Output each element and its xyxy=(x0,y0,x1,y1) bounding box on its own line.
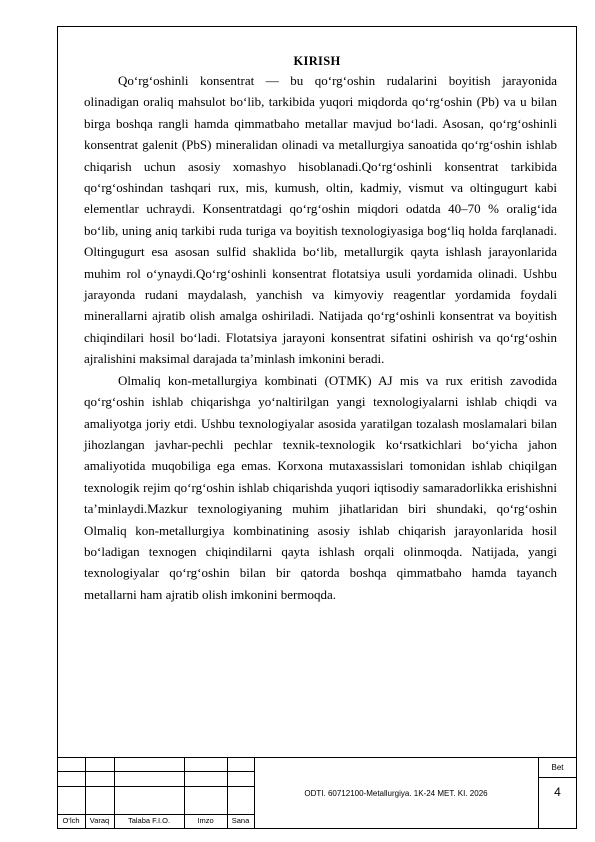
paragraph-1: Qo‘rg‘oshinli konsentrat — bu qo‘rg‘oshin rudalarini boyitish jarayonida olinadigan oraliq mahsulot bo‘lib, tarkibida yuqori miqdorda qo‘rg‘oshin (Pb) va u bilan birga boshqa rangli hamda qimmatbaho metallar mavjud bo‘ladi. Asosan, qo‘rg‘oshinli konsentrat galenit (PbS) mineralidan olinadi va metallurgiya sanoatida qo‘rg‘oshin ishlab chiqarish uchun asosiy xomashyo hisoblanadi.Qo‘rg‘oshinli konsentrat tarkibida qo‘rg‘oshindan tashqari rux, mis, kumush, oltin, kadmiy, vismut va oltingugurt kabi elementlar uchraydi. Konsentratdagi qo‘rg‘oshin miqdori odatda 40–70 % oralig‘ida bo‘lib, uning aniq tarkibi ruda turiga va boyitish texnologiyasiga bog‘liq holda farqlanadi. Oltingugurt esa asosan sulfid shaklida bo‘lib, metallurgik qayta ishlash jarayonlarida muhim rol o‘ynaydi.Qo‘rg‘oshinli konsentrat flotatsiya usuli yordamida olinadi. Ushbu jarayonda rudani maydalash, yanchish va kimyoviy reagentlar yordamida foydali minerallarni ajratib olish amalga oshiriladi. Natijada qo‘rg‘oshinli konsentrat va boyitish chiqindilari hosil bo‘ladi. Flotatsiya jarayoni konsentrat sifatini oshirish va qo‘rg‘oshin ajralishini maksimal darajada ta’minlash imkonini beradi. xyxy=(84,73,557,367)
stamp-col-date: Sana xyxy=(231,816,250,825)
sheet-label: Bet xyxy=(551,762,564,772)
stamp-col-signature: Imzo xyxy=(197,816,214,825)
stamp-line xyxy=(57,814,254,815)
body-text xyxy=(84,70,557,605)
stamp-line xyxy=(57,786,254,787)
document-code: ODTI. 60712100-Metallurgiya. 1K-24 MET. KI. 2026 xyxy=(304,788,488,798)
sheet-number: 4 xyxy=(554,785,561,799)
stamp-col-olch: O‘lch xyxy=(62,816,80,825)
section-title: KIRISH xyxy=(293,54,341,68)
stamp-line xyxy=(57,771,254,772)
stamp-col-varaq: Varaq xyxy=(89,816,110,825)
paragraph-2: Olmaliq kon-metallurgiya kombinati (OTMK) AJ mis va rux eritish zavodida qo‘rg‘oshin ishlab chiqarishga yo‘naltirilgan yangi texnologiyalarni ishlab chiqdi va amaliyotga joriy etdi. Ushbu texnologiyalar asosida yaratilgan tozalash moslamalari bilan jihozlangan javhar-pechli pechlar texnik-texnologik ko‘rsatkichlari bo‘yicha jahon amaliyotida muqobiliga ega emas. Korxona mutaxassislari tomonidan ishlab chiqilgan texnologik rejim qo‘rg‘oshin ishlab chiqarishda yuqori iqtisodiy samaradorlikka erishishni ta’minlaydi.Mazkur texnologiyaning muhim jihatlaridan biri shundaki, qo‘rg‘oshin Olmaliq kon-metallurgiya kombinatining asosiy ishlab chiqarish jarayonlarida hosil bo‘ladigan texnogen chiqindilarni qayta ishlash orqali olinmoqda. Natijada, yangi texnologiyalar qo‘rg‘oshin bilan bir qatorda boshqa qimmatbaho hamda tayanch metallarni ham ajratib olish imkonini bermoqda. xyxy=(84,372,557,602)
title-block-stamp xyxy=(57,757,577,829)
stamp-col-student: Talaba F.I.O. xyxy=(127,816,171,825)
